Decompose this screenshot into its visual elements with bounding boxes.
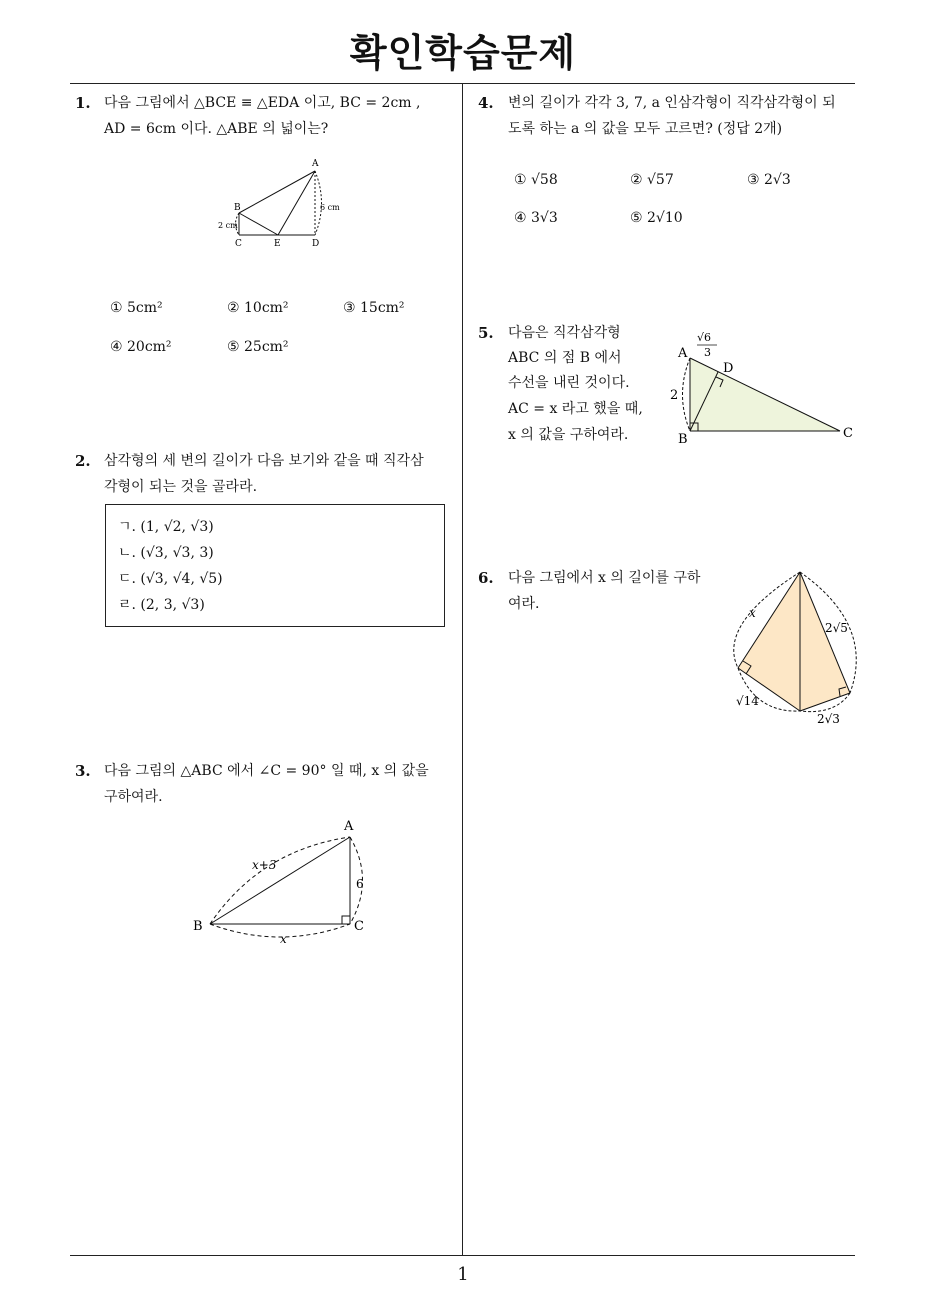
bottom-rule [70,1255,855,1256]
q1-figure [210,155,360,255]
q6-text-line1: 다음 그림에서 x 의 길이를 구하 [508,570,701,586]
q2-item-4: ㄹ. (2, 3, √3) [118,597,205,613]
q1-number: 1. [75,94,91,112]
q5-label-sqrt6: √6 [697,331,712,344]
q4-text-line1: 변의 길이가 각각 3, 7, a 인삼각형이 직각삼각형이 되 [508,95,836,111]
q1-label-d: D [312,239,320,249]
q4-option-3[interactable]: ③ 2√3 [747,172,791,188]
q1-text-line2: AD = 6cm 이다. △ABE 의 넓이는? [104,121,329,137]
q3-figure [190,815,380,945]
q5-text-line5: x 의 값을 구하여라. [508,427,629,443]
q2-text-line1: 삼각형의 세 변의 길이가 다음 보기와 같을 때 직각삼 [104,453,424,469]
q1-option-4[interactable]: ④ 20cm² [110,339,172,355]
q6-label-l: √14 [736,694,759,708]
q1-label-bc: 2 cm [218,221,238,230]
q4-option-4[interactable]: ④ 3√3 [514,210,558,226]
q6-label-x: x [749,606,756,620]
q6-label-r1: 2√5 [825,621,848,635]
q1-label-a: A [312,159,319,169]
q5-text-line1: 다음은 직각삼각형 [508,325,621,341]
q5-label-ab: 2 [670,388,679,403]
q3-label-a: A [344,819,354,834]
q1-label-e: E [274,239,281,249]
q1-text-line1: 다음 그림에서 △BCE ≡ △EDA 이고, BC = 2cm , [104,95,421,111]
q5-text-line2: ABC 의 점 B 에서 [508,350,622,366]
q3-label-b: B [193,919,203,934]
q6-label-r2: 2√3 [817,712,840,726]
q3-number: 3. [75,762,91,780]
q2-item-2: ㄴ. (√3, √3, 3) [118,545,214,561]
q5-number: 5. [478,324,494,342]
q1-label-ad: 6 cm [320,203,340,212]
q6-text-line2: 여라. [508,596,540,612]
q1-option-5[interactable]: ⑤ 25cm² [227,339,289,355]
q4-number: 4. [478,94,494,112]
q4-option-1[interactable]: ① √58 [514,172,558,188]
q1-label-c: C [235,239,242,249]
q3-label-base: x [280,932,287,946]
q3-label-c: C [354,919,364,934]
q5-label-a: A [678,346,688,361]
q1-option-2[interactable]: ② 10cm² [227,300,289,316]
page-number: 1 [457,1264,469,1285]
q3-text-line1: 다음 그림의 △ABC 에서 ∠C = 90° 일 때, x 의 값을 [104,763,429,779]
q2-number: 2. [75,452,91,470]
q4-option-2[interactable]: ② √57 [630,172,674,188]
q1-label-b: B [234,203,241,213]
q2-item-3: ㄷ. (√3, √4, √5) [118,571,223,587]
q5-text-line4: AC = x 라고 했을 때, [508,401,643,417]
q1-option-3[interactable]: ③ 15cm² [343,300,405,316]
q5-label-den: 3 [704,346,711,359]
column-divider [462,83,463,1255]
q1-option-1[interactable]: ① 5cm² [110,300,163,316]
q2-item-1: ㄱ. (1, √2, √3) [118,519,214,535]
q3-text-line2: 구하여라. [104,789,163,805]
q5-label-c: C [843,426,853,441]
page-title: 확인학습문제 [349,31,577,75]
q5-text-line3: 수선을 내린 것이다. [508,375,630,391]
q3-label-side: 6 [356,877,364,891]
q4-option-5[interactable]: ⑤ 2√10 [630,210,683,226]
q4-text-line2: 도록 하는 a 의 값을 모두 고르면? (정답 2개) [508,121,783,137]
q3-label-hyp: x+3 [252,858,277,872]
q5-label-b: B [678,432,688,447]
q6-number: 6. [478,569,494,587]
q5-figure [665,325,865,450]
q5-label-d: D [723,361,734,376]
q2-text-line2: 각형이 되는 것을 골라라. [104,479,258,495]
q6-figure [725,565,865,735]
